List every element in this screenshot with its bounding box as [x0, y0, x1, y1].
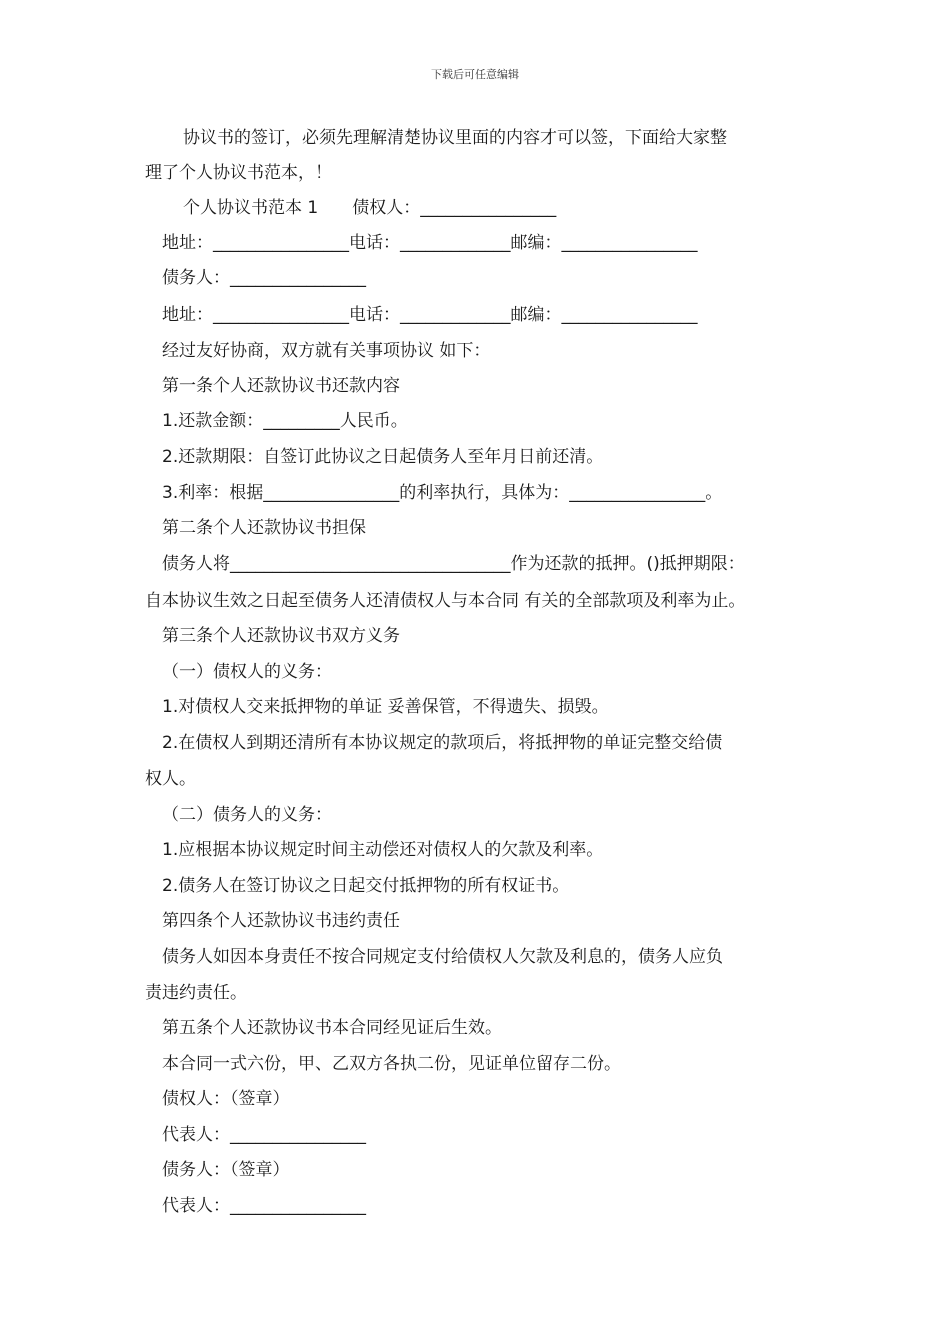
paragraph-line: 2.在债权人到期还清所有本协议规定的款项后，将抵押物的单证完整交给债 — [162, 733, 723, 753]
section-heading: 第五条个人还款协议书本合同经见证后生效。 — [162, 1018, 502, 1038]
section-heading: 第三条个人还款协议书双方义务 — [162, 626, 400, 646]
paragraph-line: 债务人：________________ — [162, 268, 366, 288]
paragraph-line: 2.债务人在签订协议之日起交付抵押物的所有权证书。 — [162, 876, 570, 896]
signature-line: 债务人：（签章） — [162, 1160, 290, 1180]
paragraph-line: 地址：________________电话：_____________邮编：________________ — [162, 233, 698, 253]
section-heading: 第一条个人还款协议书还款内容 — [162, 376, 400, 396]
paragraph-line: 1.应根据本协议规定时间主动偿还对债权人的欠款及利率。 — [162, 840, 604, 860]
paragraph-line: 2.还款期限：自签订此协议之日起债务人至年月日前还清。 — [162, 447, 604, 467]
paragraph-line: 1.对债权人交来抵押物的单证 妥善保管，不得遗失、损毁。 — [162, 697, 609, 717]
section-heading: 第二条个人还款协议书担保 — [162, 518, 366, 538]
paragraph-line: 协议书的签订，必须先理解清楚协议里面的内容才可以签，下面给大家整 — [183, 128, 727, 148]
paragraph-line: 权人。 — [145, 769, 196, 789]
paragraph-line: （一）债权人的义务： — [162, 662, 332, 682]
page-header: 下载后可任意编辑 — [431, 68, 519, 81]
paragraph-line: 理了个人协议书范本，！ — [145, 163, 332, 183]
section-heading: 第四条个人还款协议书违约责任 — [162, 911, 400, 931]
paragraph-line: （二）债务人的义务： — [162, 805, 332, 825]
paragraph-line: 责违约责任。 — [145, 983, 247, 1003]
signature-line: 债权人：（签章） — [162, 1089, 290, 1109]
paragraph-line: 本合同一式六份，甲、乙双方各执二份，见证单位留存二份。 — [162, 1054, 621, 1074]
paragraph-line: 3.利率：根据________________的利率执行，具体为：________________。 — [162, 483, 723, 503]
paragraph-line: 1.还款金额：_________人民币。 — [162, 411, 408, 431]
paragraph-line: 债务人将_________________________________作为还款的抵押。()抵押期限： — [162, 554, 745, 574]
paragraph-line: 自本协议生效之日起至债务人还清债权人与本合同 有关的全部款项及利率为止。 — [145, 591, 746, 611]
signature-line: 代表人：________________ — [162, 1125, 366, 1145]
paragraph-line: 债务人如因本身责任不按合同规定支付给债权人欠款及利息的，债务人应负 — [162, 947, 723, 967]
paragraph-line: 经过友好协商，双方就有关事项协议 如下： — [162, 341, 491, 361]
paragraph-line: 个人协议书范本 1 债权人：________________ — [183, 198, 557, 218]
paragraph-line: 地址：________________电话：_____________邮编：________________ — [162, 305, 698, 325]
signature-line: 代表人：________________ — [162, 1196, 366, 1216]
